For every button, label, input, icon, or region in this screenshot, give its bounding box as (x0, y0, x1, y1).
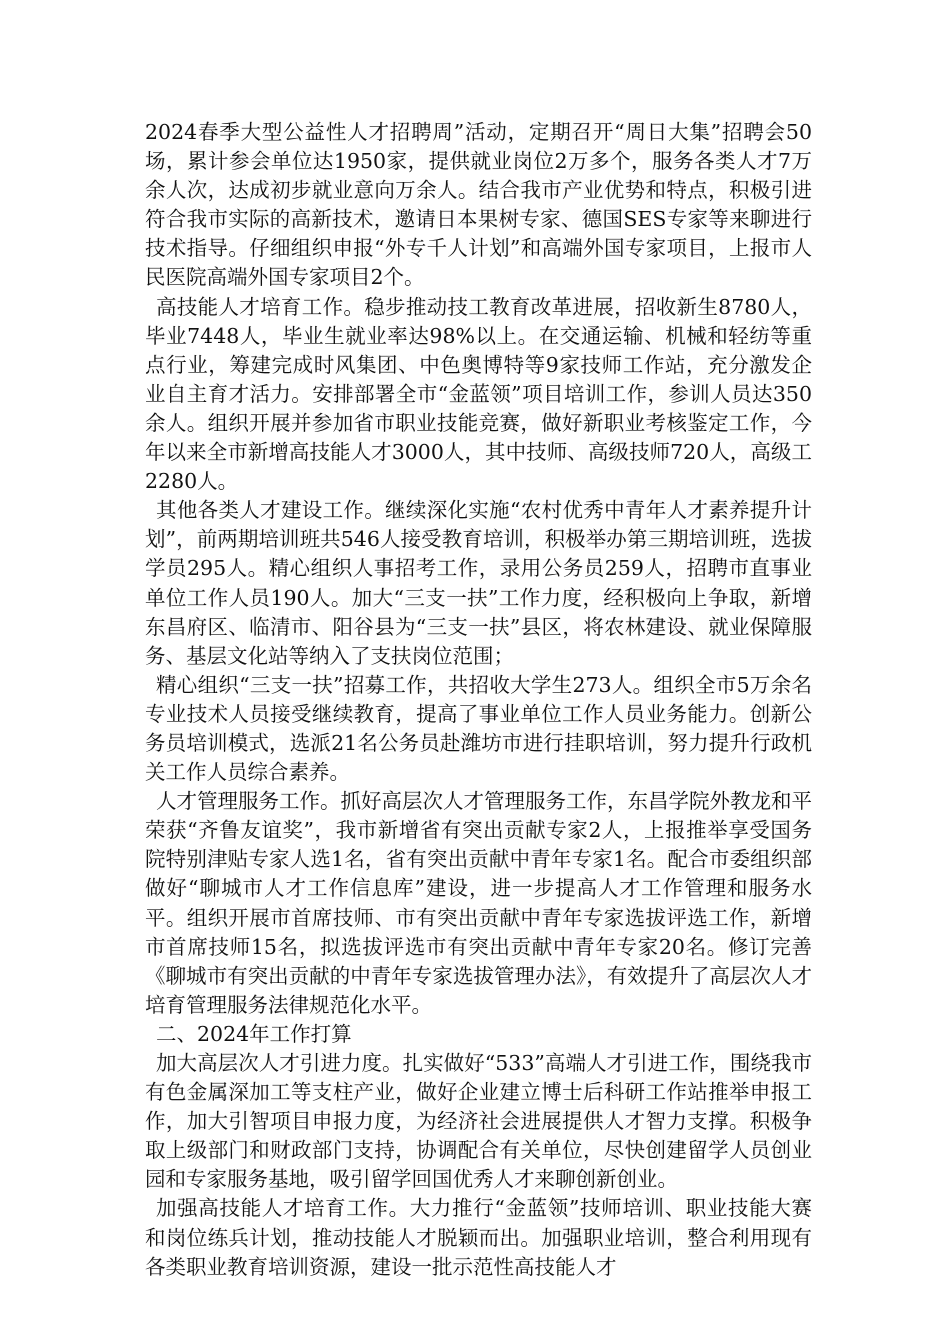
paragraph-high-skill-training: 高技能人才培育工作。稳步推动技工教育改革进展，招收新生8780人，毕业7448人，毕业生就业率达98%以上。在交通运输、机械和轻纺等重点行业，筹建完成时风集团、中色奥博特等9家技师工作站，充分激发企业自主育才活力。安排部署全市“金蓝领”项目培训工作，参训人员达350余人。组织开展并参加省市职业技能竞赛，做好新职业考核鉴定工作，今年以来全市新增高技能人才3000人，其中技师、高级技师720人，高级工2280人。 (145, 294, 812, 494)
document-body (145, 118, 812, 1282)
section-heading-2024-plan: 二、2024年工作打算 (156, 1021, 352, 1046)
paragraph-high-level-talent-introduction: 加大高层次人才引进力度。扎实做好“533”高端人才引进工作，围绕我市有色金属深加工等支柱产业，做好企业建立博士后科研工作站推举申报工作，加大引智项目申报力度，为经济社会进展提供人才智力支撑。积极争取上级部门和财政部门支持，协调配合有关单位，尽快创建留学人员创业园和专家服务基地，吸引留学回国优秀人才来聊创新创业。 (145, 1051, 812, 1192)
paragraph-other-talent-building: 其他各类人才建设工作。继续深化实施“农村优秀中青年人才素养提升计划”，前两期培训班共546人接受教育培训，积极举办第三期培训班，选拔学员295人。精心组织人事招考工作，录用公务员259人，招聘市直事业单位工作人员190人。加大“三支一扶”工作力度，经积极向上争取，新增东昌府区、临清市、阳谷县为“三支一扶”县区，将农林建设、就业保障服务、基层文化站等纳入了支扶岗位范围； (145, 498, 812, 668)
paragraph-talent-management-service: 人才管理服务工作。抓好高层次人才管理服务工作，东昌学院外教龙和平荣获“齐鲁友谊奖”，我市新增省有突出贡献专家2人，上报推举享受国务院特别津贴专家人选1名，省有突出贡献中青年专家1名。配合市委组织部做好“聊城市人才工作信息库”建设，进一步提高人才工作管理和服务水平。组织开展市首席技师、市有突出贡献中青年专家选拔评选工作，新增市首席技师15名，拟选拔评选市有突出贡献中青年专家20名。修订完善《聊城市有突出贡献的中青年专家选拔管理办法》，有效提升了高层次人才培育管理服务法律规范化水平。 (145, 789, 812, 1017)
paragraph-talent-recruitment: 2024春季大型公益性人才招聘周”活动，定期召开“周日大集”招聘会50场，累计参会单位达1950家，提供就业岗位2万多个，服务各类人才7万余人次，达成初步就业意向万余人。结合我市产业优势和特点，积极引进符合我市实际的高新技术，邀请日本果树专家、德国SES专家等来聊进行技术指导。仔细组织申报“外专千人计划”和高端外国专家项目，上报市人民医院高端外国专家项目2个。 (145, 120, 812, 290)
paragraph-three-supports-recruitment: 精心组织“三支一扶”招募工作，共招收大学生273人。组织全市5万余名专业技术人员接受继续教育，提高了事业单位工作人员业务能力。创新公务员培训模式，选派21名公务员赴潍坊市进行挂职培训，努力提升行政机关工作人员综合素养。 (145, 672, 812, 785)
paragraph-strengthen-high-skill-training: 加强高技能人才培育工作。大力推行“金蓝领”技师培训、职业技能大赛和岗位练兵计划，推动技能人才脱颖而出。加强职业培训，整合利用现有各类职业教育培训资源，建设一批示范性高技能人才 (145, 1196, 812, 1279)
